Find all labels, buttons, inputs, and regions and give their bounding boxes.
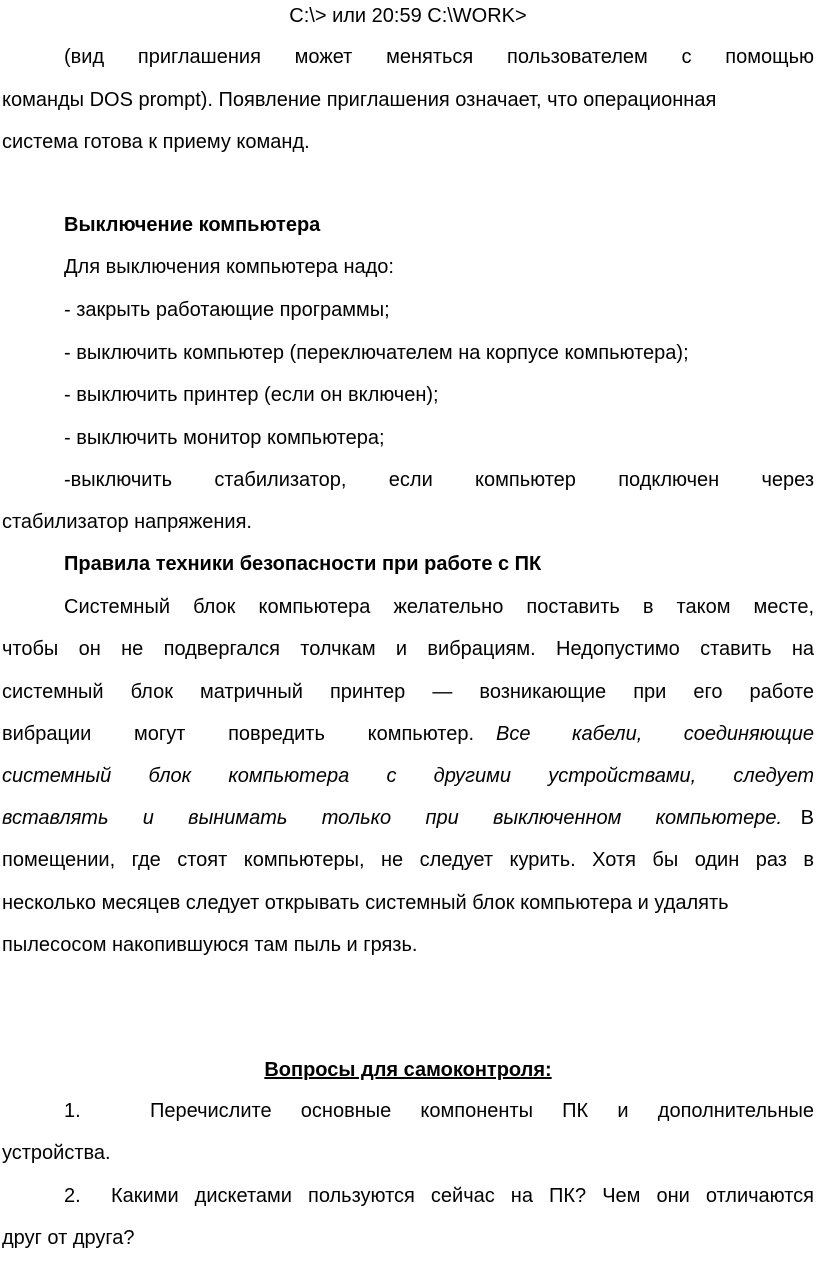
prompt-example: C:\> или 20:59 C:\WORK> — [289, 5, 527, 27]
safety-line-6-italic: вставлять и вынимать только при выключенном компьютере. — [2, 807, 782, 829]
question-2-text: Какими дискетами пользуются сейчас на ПК? Чем они отличаются — [111, 1185, 814, 1207]
question-1 — [64, 1091, 814, 1131]
safety-line-2: чтобы он не подвергался толчкам и вибрациям. Недопустимо ставить на — [2, 638, 814, 660]
intro-line-3: система готова к приему команд. — [2, 131, 310, 153]
shutdown-item-2: - выключить компьютер (переключателем на корпусе компьютера); — [64, 342, 689, 364]
shutdown-item-3: - выключить принтер (если он включен); — [64, 384, 439, 406]
safety-line-6 — [2, 798, 814, 838]
shutdown-item-1: - закрыть работающие программы; — [64, 299, 390, 321]
safety-line-5: системный блок компьютера с другими устройствами, следует — [2, 765, 814, 787]
question-2 — [64, 1176, 814, 1216]
question-1-text: Перечислите основные компоненты ПК и дополнительные — [150, 1100, 814, 1122]
safety-line-1: Системный блок компьютера желательно поставить в таком месте, — [64, 596, 814, 618]
safety-line-4-italic: Все кабели, соединяющие — [496, 723, 814, 745]
question-1-cont: устройства. — [2, 1142, 111, 1164]
intro-line-1: (вид приглашения может меняться пользователем с помощью — [64, 46, 814, 68]
shutdown-heading: Выключение компьютера — [64, 214, 321, 236]
safety-line-7: помещении, где стоят компьютеры, не следует курить. Хотя бы один раз в — [2, 849, 814, 871]
safety-heading: Правила техники безопасности при работе с ПК — [64, 553, 542, 575]
shutdown-item-5: -выключить стабилизатор, если компьютер подключен через — [64, 469, 814, 491]
safety-line-4 — [2, 714, 814, 754]
question-2-number: 2. — [64, 1185, 81, 1207]
safety-line-6-normal: В — [800, 807, 814, 829]
shutdown-item-5-cont: стабилизатор напряжения. — [2, 511, 252, 533]
intro-line-2: команды DOS prompt). Появление приглашения означает, что операционная — [2, 89, 717, 111]
question-2-cont: друг от друга? — [2, 1227, 135, 1249]
question-1-number: 1. — [64, 1100, 81, 1122]
questions-heading: Вопросы для самоконтроля: — [264, 1059, 552, 1081]
safety-line-9: пылесосом накопившуюся там пыль и грязь. — [2, 934, 418, 956]
shutdown-lead: Для выключения компьютера надо: — [64, 256, 394, 278]
shutdown-item-4: - выключить монитор компьютера; — [64, 427, 385, 449]
safety-line-3: системный блок матричный принтер — возникающие при его работе — [2, 681, 814, 703]
safety-line-8: несколько месяцев следует открывать системный блок компьютера и удалять — [2, 892, 729, 914]
safety-line-4-normal: вибрации могут повредить компьютер. — [2, 723, 474, 745]
